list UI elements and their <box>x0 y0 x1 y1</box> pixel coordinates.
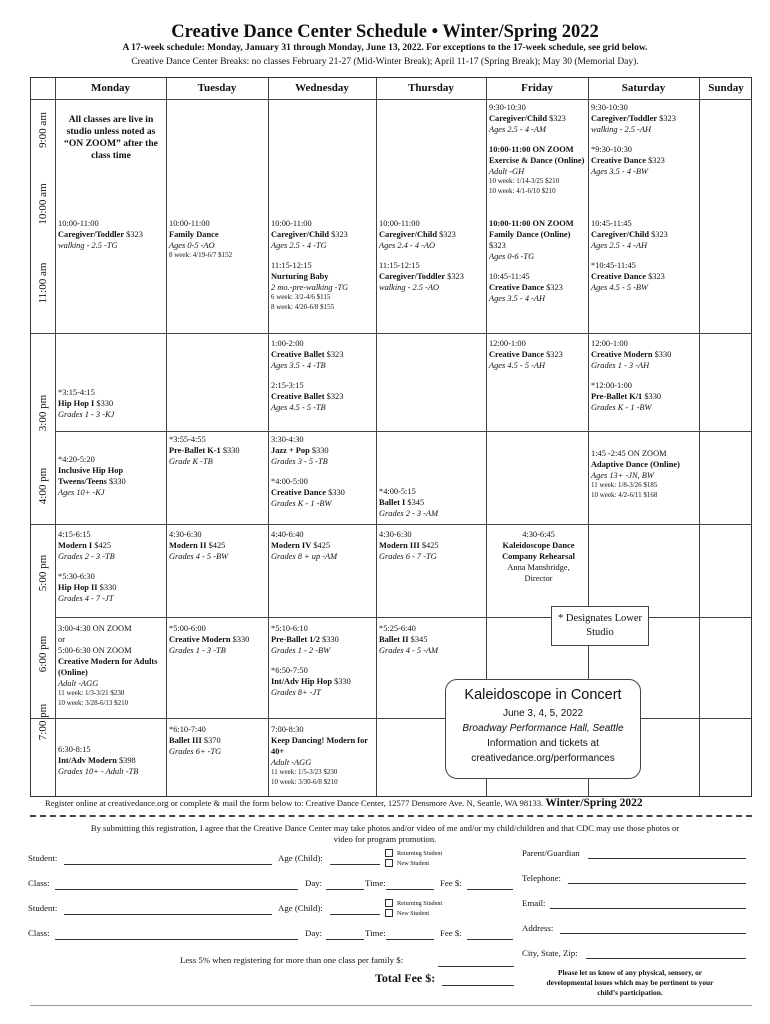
class-cell-tuesday-7pm: *6:10-7:40 Ballet III $370 Grades 6+ -TG <box>169 725 222 756</box>
concert-url: creativedance.org/performances <box>471 753 615 764</box>
city-field[interactable] <box>586 958 746 959</box>
day-header-thursday: Thursday <box>408 82 454 94</box>
time-label: 10:00 am <box>37 183 49 225</box>
disclosure-note: Please let us know of any physical, sensory, or developmental issues which may be pertinent to your child’s participation. <box>546 968 714 997</box>
student-field[interactable] <box>64 864 272 865</box>
day-header-sunday: Sunday <box>708 82 744 94</box>
returning-checkbox[interactable] <box>385 899 393 907</box>
returning-label: Returning Student <box>397 900 443 907</box>
class-cell-wednesday-10am: 10:00-11:00 Caregiver/Child $323 Ages 2.5 - 4 -TG 11:15-12:15 Nurturing Baby 2 mo.-pre-walking -TG 6 week: 3/2-4/6 $115 8 week: 4/20-6/8 $155 <box>271 219 349 311</box>
student-label: Student: <box>28 903 58 913</box>
register-instructions: Register online at creativedance.org or complete & mail the form below to: Creative Dance Center, 12577 Densmore Ave. N, Seattle, WA 98133. Winter/Spring 2022 <box>45 797 643 809</box>
class-cell-wednesday-5pm: 4:40-6:40 Modern IV $425 Grades 8 + up -AM <box>271 530 338 561</box>
returning-label: Returning Student <box>397 850 443 857</box>
class-cell-monday-7pm: 6:30-8:15 Int/Adv Modern $398 Grades 10+ - Adult -TB <box>58 745 139 776</box>
schedule-subtitle: A 17-week schedule: Monday, January 31 through Monday, June 13, 2022. For exceptions to the 17-week schedule, see grid below. <box>122 43 648 53</box>
class-cell-saturday-145pm: 1:45 -2:45 ON ZOOM Adaptive Dance (Online) Ages 13+ -JN, BW 11 week: 1/8-3/26 $185 10 week: 4/2-6/11 $168 <box>591 449 680 499</box>
season-label: Winter/Spring 2022 <box>545 797 643 809</box>
class-cell-monday-4pm: *4:20-5:20 Inclusive Hip Hop Tweens/Teens $330 Ages 10+ -KJ <box>58 455 126 497</box>
new-label: New Student <box>397 860 430 867</box>
class-cell-monday-adult-modern: 3:00-4:30 ON ZOOM or 5:00-6:30 ON ZOOM Creative Modern for Adults (Online) Adult -AGG 11 week: 1/3-3/21 $230 10 week: 3/28-6/13 $210 <box>58 624 158 707</box>
time-label: Time: <box>365 878 386 888</box>
class-cell-monday-5pm: 4:15-6:15 Modern I $425 Grades 2 - 3 -TB *5:30-6:30 Hip Hop II $330 Grades 4 - 7 -JT <box>58 530 117 603</box>
time-field[interactable] <box>386 889 434 890</box>
day-label: Day: <box>305 878 323 888</box>
concert-info: Information and tickets at <box>487 738 599 749</box>
day-field[interactable] <box>326 889 364 890</box>
fee-label: Fee $: <box>440 878 462 888</box>
page-title: Creative Dance Center Schedule • Winter/Spring 2022 <box>171 22 599 42</box>
class-label: Class: <box>28 928 50 938</box>
class-cell-thursday-6pm: *5:25-6:40 Ballet II $345 Grades 4 - 5 -AM <box>379 624 439 655</box>
total-fee-label: Total Fee $: <box>375 971 436 985</box>
class-cell-friday-10am: 10:00-11:00 ON ZOOM Family Dance (Online) $323 Ages 0-6 -TG 10:45-11:45 Creative Dance $323 Ages 3.5 - 4 -AH <box>489 219 574 303</box>
student-field[interactable] <box>64 914 272 915</box>
age-field[interactable] <box>330 864 380 865</box>
new-label: New Student <box>397 910 430 917</box>
concert-title: Kaleidoscope in Concert <box>464 687 622 703</box>
class-cell-tuesday-4pm: *3:55-4:55 Pre-Ballet K-1 $330 Grade K -TB <box>169 435 240 466</box>
day-header-monday: Monday <box>90 82 131 94</box>
fee-field[interactable] <box>467 889 513 890</box>
class-cell-tuesday-10am: 10:00-11:00 Family Dance Ages 0-5 -AO 8 week: 4/19-6/7 $152 <box>169 219 233 259</box>
time-field[interactable] <box>386 939 434 940</box>
class-cell-thursday-4pm: *4:00-5:15 Ballet I $345 Grades 2 - 3 -AM <box>379 487 439 518</box>
time-label: 11:00 am <box>37 262 49 304</box>
class-cell-thursday-5pm: 4:30-6:30 Modern III $425 Grades 6 - 7 -TG <box>379 530 439 561</box>
cut-line <box>30 815 752 817</box>
class-field[interactable] <box>55 889 298 890</box>
age-label: Age (Child): <box>278 903 323 913</box>
age-label: Age (Child): <box>278 853 323 863</box>
class-cell-monday-3pm: *3:15-4:15 Hip Hop I $330 Grades 1 - 3 -KJ <box>58 388 115 419</box>
lower-studio-note: * Designates Lower Studio <box>551 606 649 646</box>
breaks-note: Creative Dance Center Breaks: no classes February 21-27 (Mid-Winter Break); April 11-17 (Spring Break); May 30 (Memorial Day). <box>131 57 639 67</box>
class-label: Class: <box>28 878 50 888</box>
class-cell-saturday-10am: 10:45-11:45 Caregiver/Child $323 Ages 2.5 - 4 -AH *10:45-11:45 Creative Dance $323 Ages 4.5 - 5 -BW <box>591 219 668 292</box>
discount-field[interactable] <box>438 966 514 967</box>
day-header-friday: Friday <box>521 82 553 94</box>
day-header-tuesday: Tuesday <box>197 82 237 94</box>
fee-field[interactable] <box>467 939 513 940</box>
fee-label: Fee $: <box>440 928 462 938</box>
discount-label: Less 5% when registering for more than one class per family $: <box>180 955 404 965</box>
time-label: 9:00 am <box>37 112 49 148</box>
class-cell-friday-kaleidoscope: 4:30-6:45 Kaleidoscope Dance Company Rehearsal Anna Mansbridge, Director <box>502 530 575 583</box>
class-cell-thursday-10am: 10:00-11:00 Caregiver/Child $323 Ages 2.4 - 4 -AO 11:15-12:15 Caregiver/Toddler $323 walking - 2.5 -AO <box>379 219 464 292</box>
class-cell-wednesday-1pm: 1:00-2:00 Creative Ballet $323 Ages 3.5 - 4 -TB 2:15-3:15 Creative Ballet $323 Ages 4.5 - 5 -TB <box>271 339 344 412</box>
class-cell-friday-morning: 9:30-10:30 Caregiver/Child $323 Ages 2.5 - 4 -AM 10:00-11:00 ON ZOOM Exercise & Dance (Online) Adult -GH 10 week: 1/14-3/25 $210 10 week: 4/1-6/10 $210 <box>489 103 585 195</box>
class-cell-wednesday-4pm: 3:30-4:30 Jazz + Pop $330 Grades 3 - 5 -TB *4:00-5:00 Creative Dance $330 Grades K - 1 -BW <box>271 435 345 508</box>
time-label: 3:00 pm <box>37 394 49 432</box>
schedule-grid <box>30 77 752 797</box>
concert-dates: June 3, 4, 5, 2022 <box>502 708 584 719</box>
new-checkbox[interactable] <box>385 859 393 867</box>
returning-checkbox[interactable] <box>385 849 393 857</box>
class-cell-friday-12pm: 12:00-1:00 Creative Dance $323 Ages 4.5 - 5 -AH <box>489 339 563 370</box>
student-label: Student: <box>28 853 58 863</box>
class-cell-monday-10am: 10:00-11:00 Caregiver/Toddler $323 walking - 2.5 -TG <box>58 219 143 250</box>
address-label: Address: <box>522 923 554 933</box>
live-classes-note: All classes are live in studio unless noted as “ON ZOOM” after the class time <box>64 114 158 161</box>
concert-callout <box>445 679 641 779</box>
class-cell-wednesday-7pm: 7:00-8:30 Keep Dancing! Modern for 40+ Adult -AGG 11 week: 1/5-3/23 $230 10 week: 3/30-6/8 $210 <box>271 725 368 786</box>
city-label: City, State, Zip: <box>522 948 578 958</box>
class-cell-tuesday-6pm: *5:00-6:00 Creative Modern $330 Grades 1 - 3 -TB <box>169 624 250 655</box>
day-header-wednesday: Wednesday <box>295 82 349 94</box>
time-label: Time: <box>365 928 386 938</box>
class-cell-wednesday-6pm: *5:10-6:10 Pre-Ballet 1/2 $330 Grades 1 - 2 -BW *6:50-7:50 Int/Adv Hip Hop $330 Grades 8+ -JT <box>271 624 351 697</box>
bottom-rule <box>30 1005 752 1006</box>
parent-field[interactable] <box>588 858 746 859</box>
day-label: Day: <box>305 928 323 938</box>
parent-label: Parent/Guardian <box>522 848 580 858</box>
day-header-saturday: Saturday <box>621 82 666 94</box>
concert-venue: Broadway Performance Hall, Seattle <box>462 723 624 734</box>
class-cell-saturday-morning: 9:30-10:30 Caregiver/Toddler $323 walking - 2.5 -AH *9:30-10:30 Creative Dance $323 Ages 3.5 - 4 -BW <box>591 103 676 176</box>
telephone-field[interactable] <box>568 883 746 884</box>
address-field[interactable] <box>560 933 746 934</box>
class-cell-saturday-12pm: 12:00-1:00 Creative Modern $330 Grades 1 - 3 -AH *12:00-1:00 Pre-Ballet K/1 $330 Grades K - 1 -BW <box>591 339 672 412</box>
time-label: 6:00 pm <box>37 635 49 673</box>
photo-consent: By submitting this registration, I agree that the Creative Dance Center may take photos and/or video of me and/or my child/children and that CDC may use those photos or video for program promotion. <box>90 823 680 844</box>
class-cell-tuesday-5pm: 4:30-6:30 Modern II $425 Grades 4 - 5 -BW <box>169 530 229 561</box>
email-label: Email: <box>522 898 546 908</box>
class-field[interactable] <box>55 939 298 940</box>
time-label: 7:00 pm <box>37 703 49 741</box>
email-field[interactable] <box>550 908 746 909</box>
age-field[interactable] <box>330 914 380 915</box>
new-checkbox[interactable] <box>385 909 393 917</box>
time-label: 5:00 pm <box>37 554 49 592</box>
total-fee-field[interactable] <box>442 985 514 986</box>
telephone-label: Telephone: <box>522 873 561 883</box>
day-field[interactable] <box>326 939 364 940</box>
time-label: 4:00 pm <box>37 467 49 505</box>
